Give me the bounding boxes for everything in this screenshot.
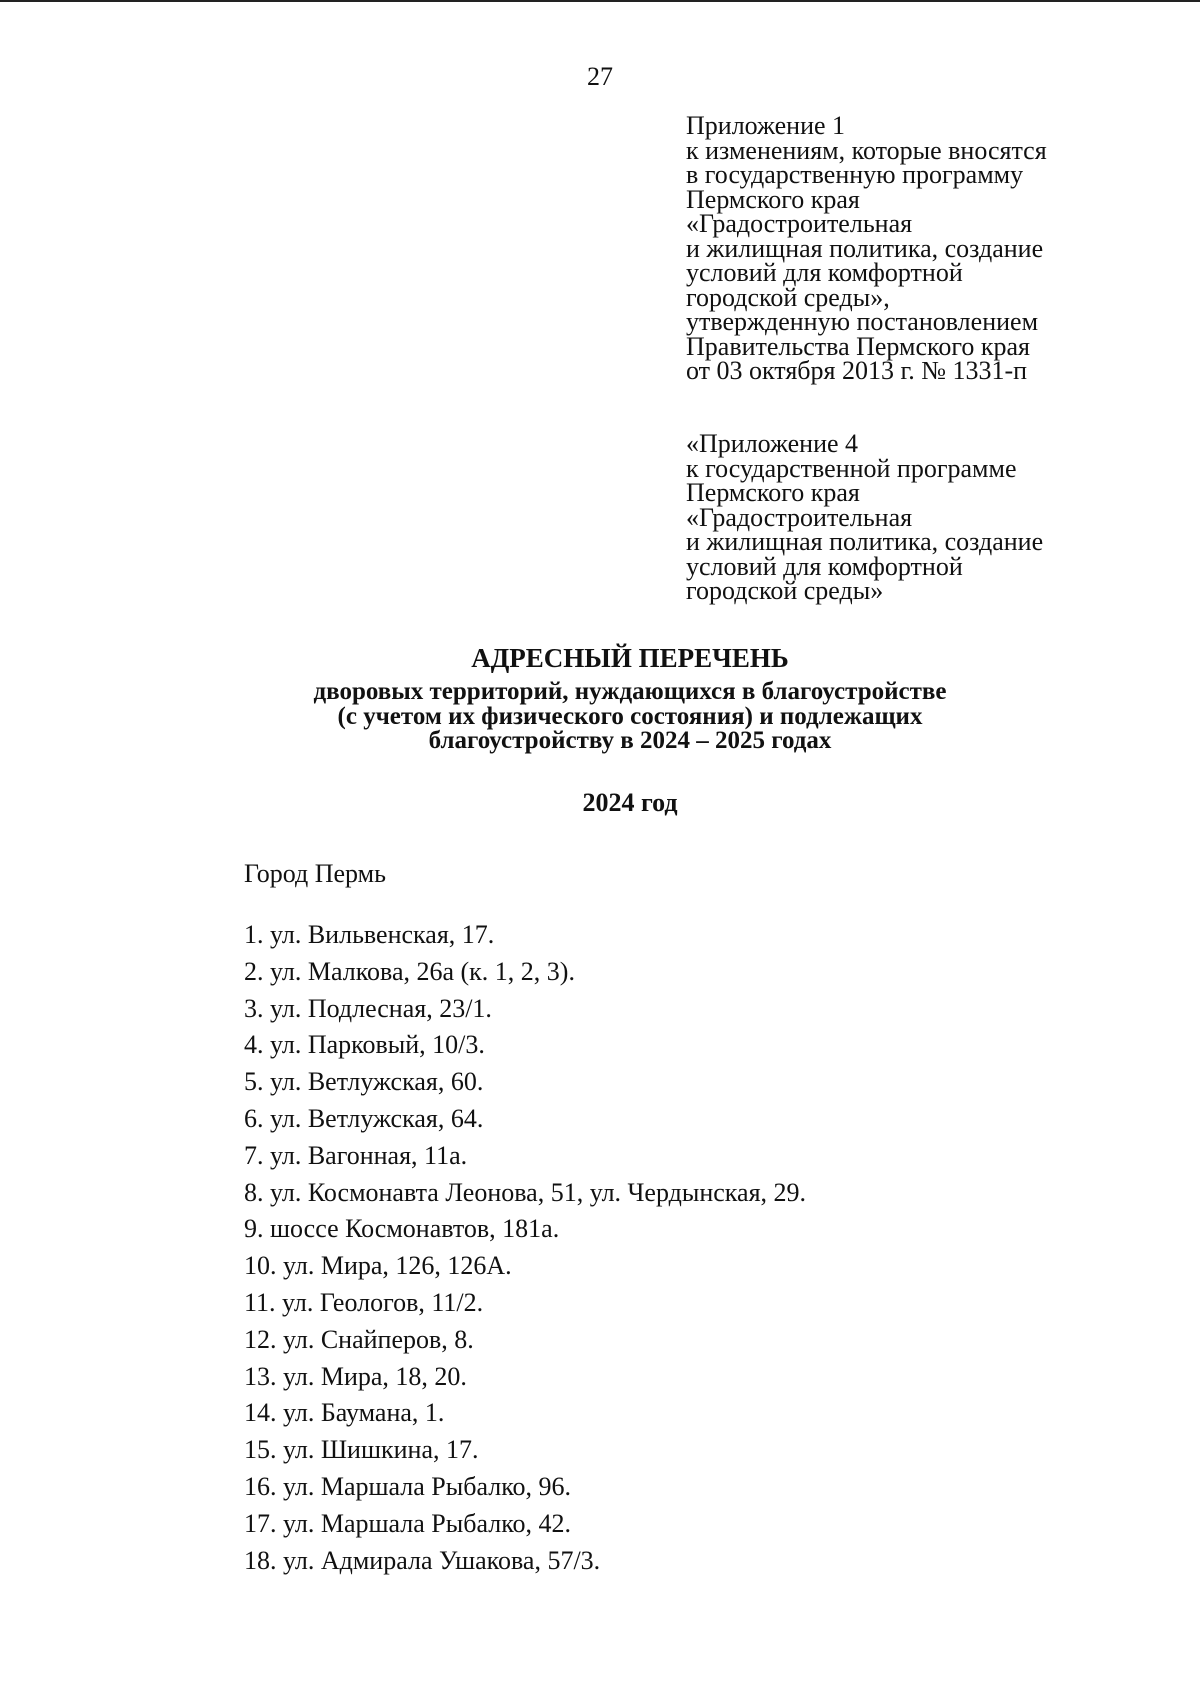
- address-item: 2. ул. Малкова, 26а (к. 1, 2, 3).: [244, 956, 575, 986]
- address-item: 8. ул. Космонавта Леонова, 51, ул. Чердынская, 29.: [244, 1177, 807, 1207]
- subtitle-line: (с учетом их физического состояния) и подлежащих: [337, 702, 923, 730]
- appendix-4-line: «Приложение 4: [686, 429, 859, 458]
- address-item: 1. ул. Вильвенская, 17.: [244, 920, 495, 949]
- address-list: [244, 917, 806, 1579]
- subtitle-line: благоустройству в 2024 – 2025 годах: [428, 727, 832, 754]
- city-heading: Город Пермь: [244, 859, 386, 888]
- appendix-1-line: Приложение 1: [686, 111, 846, 140]
- page-number: 27: [587, 62, 613, 91]
- address-item: 9. шоссе Космонавтов, 181а.: [244, 1214, 560, 1244]
- year-heading: 2024 год: [582, 788, 678, 817]
- appendix-4-line: и жилищная политика, создание: [686, 527, 1044, 556]
- appendix-1-line: в государственную программу: [686, 160, 1024, 189]
- appendix-4-line: «Градостроительная: [686, 502, 913, 532]
- appendix-1-line: городской среды»,: [686, 282, 890, 312]
- appendix-4-line: к государственной программе: [686, 453, 1017, 483]
- address-item: 5. ул. Ветлужская, 60.: [244, 1067, 484, 1097]
- address-item: 16. ул. Маршала Рыбалко, 96.: [244, 1471, 572, 1501]
- address-item: 10. ул. Мира, 126, 126А.: [244, 1251, 512, 1281]
- appendix-1-line: условий для комфортной: [686, 258, 963, 287]
- subtitle-line: дворовых территорий, нуждающихся в благоустройстве: [313, 678, 947, 705]
- address-item: 7. ул. Вагонная, 11а.: [244, 1140, 468, 1170]
- appendix-4-line: условий для комфортной: [686, 551, 963, 581]
- appendix-1-block: [686, 111, 1156, 385]
- address-item: 6. ул. Ветлужская, 64.: [244, 1103, 484, 1133]
- page-top-border: [0, 0, 1200, 2]
- address-item: 13. ул. Мира, 18, 20.: [244, 1361, 467, 1391]
- address-item: 12. ул. Снайперов, 8.: [244, 1324, 474, 1354]
- appendix-1-line: Пермского края: [686, 184, 860, 214]
- address-item: 14. ул. Баумана, 1.: [244, 1398, 445, 1428]
- document-title: АДРЕСНЫЙ ПЕРЕЧЕНЬ: [471, 643, 789, 673]
- appendix-1-line: от 03 октября 2013 г. № 1331-п: [686, 356, 1028, 385]
- address-item: 17. ул. Маршала Рыбалко, 42.: [244, 1508, 572, 1538]
- appendix-1-line: Правительства Пермского края: [686, 331, 1030, 361]
- appendix-4-line: городской среды»: [686, 576, 884, 605]
- address-item: 3. ул. Подлесная, 23/1.: [244, 993, 492, 1023]
- address-item: 18. ул. Адмирала Ушакова, 57/3.: [244, 1545, 601, 1575]
- appendix-1-line: и жилищная политика, создание: [686, 233, 1044, 263]
- appendix-1-line: утвержденную постановлением: [686, 307, 1039, 336]
- address-item: 11. ул. Геологов, 11/2.: [244, 1287, 484, 1317]
- address-item: 4. ул. Парковый, 10/3.: [244, 1030, 485, 1060]
- appendix-4-line: Пермского края: [686, 478, 860, 507]
- appendix-1-line: «Градостроительная: [686, 209, 913, 238]
- address-item: 15. ул. Шишкина, 17.: [244, 1435, 479, 1465]
- appendix-4-block: [686, 429, 1156, 605]
- appendix-1-line: к изменениям, которые вносятся: [686, 135, 1047, 165]
- document-subtitle: [150, 680, 1110, 754]
